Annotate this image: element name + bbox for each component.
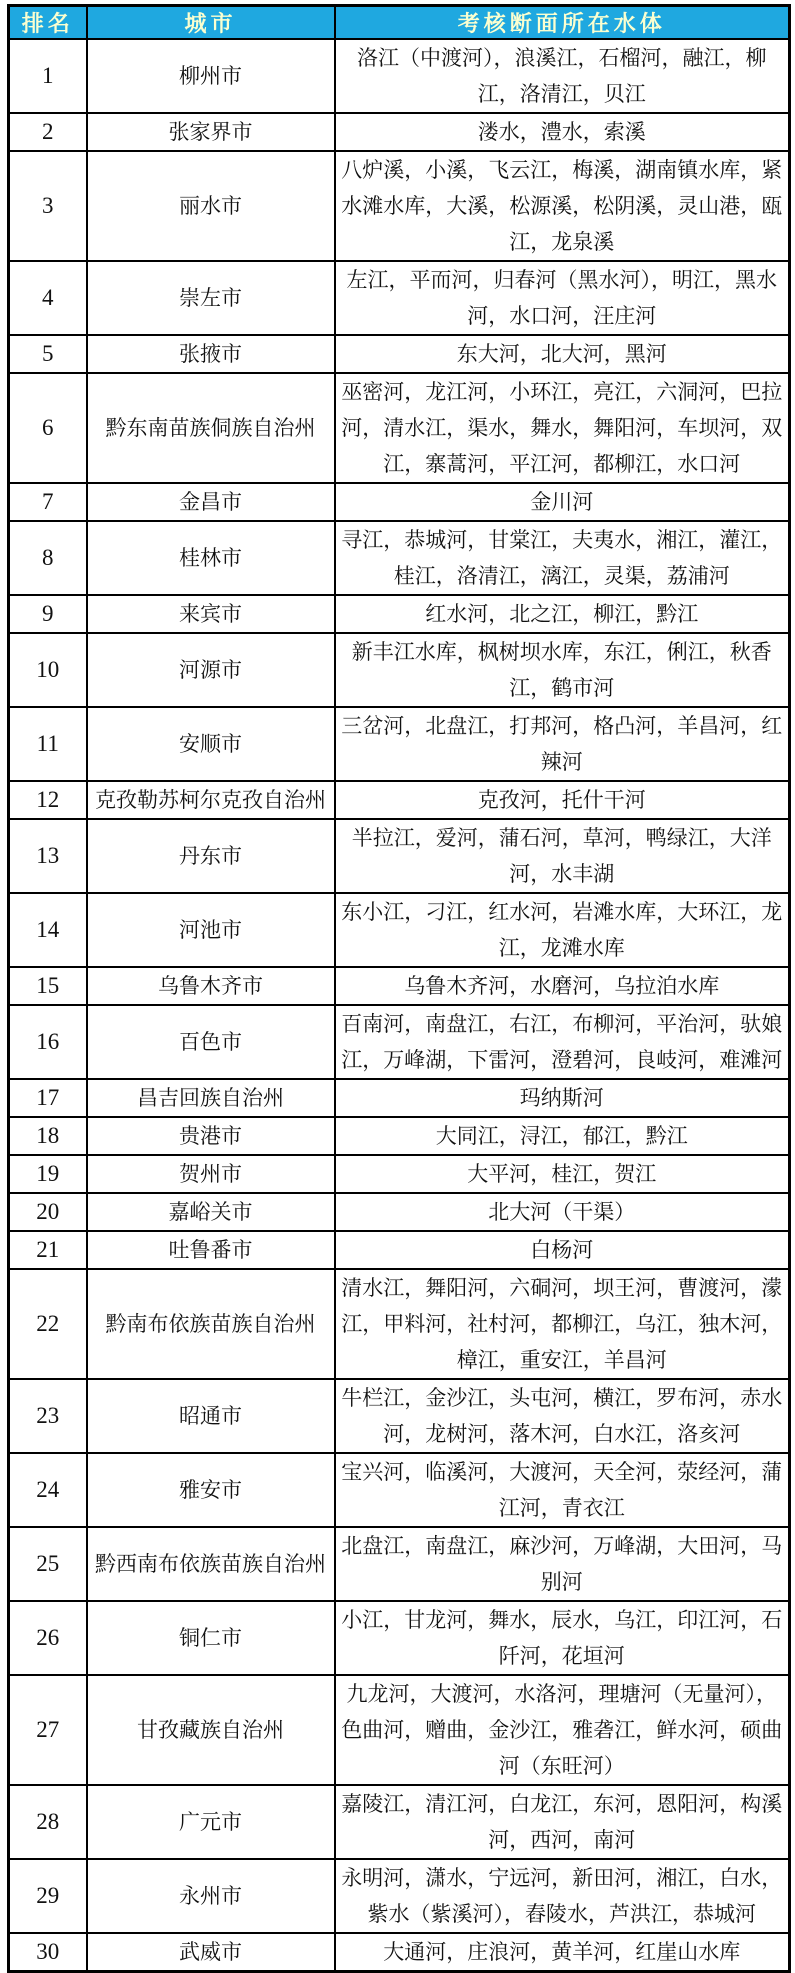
table-row xyxy=(9,633,790,707)
waters-cell: 宝兴河，临溪河，大渡河，天全河，荥经河，蒲江河，青衣江 xyxy=(335,1453,790,1527)
city-cell: 昭通市 xyxy=(87,1379,335,1453)
rank-cell: 29 xyxy=(9,1859,87,1933)
table-row xyxy=(9,1675,790,1785)
rank-cell: 27 xyxy=(9,1675,87,1785)
table-row xyxy=(9,151,790,261)
waters-cell: 大同江，浔江，郁江，黔江 xyxy=(335,1117,790,1155)
waters-cell: 东大河，北大河，黑河 xyxy=(335,335,790,373)
water-body-ranking-table xyxy=(7,4,791,1973)
rank-cell: 25 xyxy=(9,1527,87,1601)
waters-cell: 大平河，桂江，贺江 xyxy=(335,1155,790,1193)
table-row xyxy=(9,707,790,781)
city-cell: 丹东市 xyxy=(87,819,335,893)
waters-cell: 溇水，澧水，索溪 xyxy=(335,113,790,151)
header-city: 城市 xyxy=(87,6,335,40)
rank-cell: 2 xyxy=(9,113,87,151)
table-row xyxy=(9,1527,790,1601)
waters-cell: 寻江，恭城河，甘棠江，夫夷水，湘江，灌江，桂江，洛清江，漓江，灵渠，荔浦河 xyxy=(335,521,790,595)
rank-cell: 21 xyxy=(9,1231,87,1269)
table-row xyxy=(9,1079,790,1117)
city-cell: 克孜勒苏柯尔克孜自治州 xyxy=(87,781,335,819)
table-row xyxy=(9,1453,790,1527)
waters-cell: 半拉江，爱河，蒲石河，草河，鸭绿江，大洋河，水丰湖 xyxy=(335,819,790,893)
rank-cell: 9 xyxy=(9,595,87,633)
rank-cell: 6 xyxy=(9,373,87,483)
rank-cell: 8 xyxy=(9,521,87,595)
table-row xyxy=(9,335,790,373)
table-row xyxy=(9,893,790,967)
city-cell: 铜仁市 xyxy=(87,1601,335,1675)
city-cell: 黔西南布依族苗族自治州 xyxy=(87,1527,335,1601)
rank-cell: 17 xyxy=(9,1079,87,1117)
table-row xyxy=(9,113,790,151)
city-cell: 金昌市 xyxy=(87,483,335,521)
table-row xyxy=(9,261,790,335)
waters-cell: 清水江，舞阳河，六硐河，坝王河，曹渡河，濛江，甲料河，社村河，都柳江，乌江，独木河，樟江，重安江，羊昌河 xyxy=(335,1269,790,1379)
rank-cell: 14 xyxy=(9,893,87,967)
rank-cell: 22 xyxy=(9,1269,87,1379)
waters-cell: 百南河，南盘江，右江，布柳河，平治河，驮娘江，万峰湖，下雷河，澄碧河，良岐河，难滩河 xyxy=(335,1005,790,1079)
table-header-row xyxy=(9,6,790,40)
waters-cell: 小江，甘龙河，舞水，辰水，乌江，印江河，石阡河，花垣河 xyxy=(335,1601,790,1675)
table-row xyxy=(9,1379,790,1453)
rank-cell: 20 xyxy=(9,1193,87,1231)
city-cell: 嘉峪关市 xyxy=(87,1193,335,1231)
city-cell: 张掖市 xyxy=(87,335,335,373)
city-cell: 河池市 xyxy=(87,893,335,967)
waters-cell: 东小江，刁江，红水河，岩滩水库，大环江，龙江，龙滩水库 xyxy=(335,893,790,967)
city-cell: 来宾市 xyxy=(87,595,335,633)
city-cell: 百色市 xyxy=(87,1005,335,1079)
waters-cell: 洛江（中渡河），浪溪江，石榴河，融江，柳江，洛清江，贝江 xyxy=(335,39,790,113)
table-row xyxy=(9,39,790,113)
table-row xyxy=(9,967,790,1005)
table-row xyxy=(9,521,790,595)
waters-cell: 玛纳斯河 xyxy=(335,1079,790,1117)
rank-cell: 7 xyxy=(9,483,87,521)
rank-cell: 11 xyxy=(9,707,87,781)
table-row xyxy=(9,1231,790,1269)
waters-cell: 嘉陵江，清江河，白龙江，东河，恩阳河，构溪河，西河，南河 xyxy=(335,1785,790,1859)
waters-cell: 八炉溪，小溪，飞云江，梅溪，湖南镇水库，紧水滩水库，大溪，松源溪，松阴溪，灵山港，瓯江，龙泉溪 xyxy=(335,151,790,261)
city-cell: 安顺市 xyxy=(87,707,335,781)
waters-cell: 九龙河，大渡河，水洛河，理塘河（无量河），色曲河，赠曲，金沙江，雅砻江，鲜水河，硕曲河（东旺河） xyxy=(335,1675,790,1785)
city-cell: 黔南布依族苗族自治州 xyxy=(87,1269,335,1379)
waters-cell: 红水河，北之江，柳江，黔江 xyxy=(335,595,790,633)
rank-cell: 5 xyxy=(9,335,87,373)
rank-cell: 18 xyxy=(9,1117,87,1155)
city-cell: 张家界市 xyxy=(87,113,335,151)
rank-cell: 30 xyxy=(9,1933,87,1972)
waters-cell: 三岔河，北盘江，打邦河，格凸河，羊昌河，红辣河 xyxy=(335,707,790,781)
city-cell: 广元市 xyxy=(87,1785,335,1859)
header-rank: 排名 xyxy=(9,6,87,40)
city-cell: 昌吉回族自治州 xyxy=(87,1079,335,1117)
table-row xyxy=(9,1193,790,1231)
waters-cell: 白杨河 xyxy=(335,1231,790,1269)
city-cell: 河源市 xyxy=(87,633,335,707)
table-row xyxy=(9,1005,790,1079)
waters-cell: 牛栏江，金沙江，头屯河，横江，罗布河，赤水河，龙树河，落木河，白水江，洛亥河 xyxy=(335,1379,790,1453)
rank-cell: 26 xyxy=(9,1601,87,1675)
waters-cell: 北大河（干渠） xyxy=(335,1193,790,1231)
rank-cell: 16 xyxy=(9,1005,87,1079)
city-cell: 贵港市 xyxy=(87,1117,335,1155)
waters-cell: 左江，平而河，归春河（黑水河），明江，黑水河，水口河，汪庄河 xyxy=(335,261,790,335)
rank-cell: 28 xyxy=(9,1785,87,1859)
city-cell: 雅安市 xyxy=(87,1453,335,1527)
city-cell: 武威市 xyxy=(87,1933,335,1972)
table-body xyxy=(9,39,790,1972)
rank-cell: 12 xyxy=(9,781,87,819)
city-cell: 贺州市 xyxy=(87,1155,335,1193)
rank-cell: 10 xyxy=(9,633,87,707)
table-row xyxy=(9,1269,790,1379)
rank-cell: 4 xyxy=(9,261,87,335)
city-cell: 柳州市 xyxy=(87,39,335,113)
city-cell: 吐鲁番市 xyxy=(87,1231,335,1269)
city-cell: 桂林市 xyxy=(87,521,335,595)
table-row xyxy=(9,1117,790,1155)
city-cell: 丽水市 xyxy=(87,151,335,261)
city-cell: 崇左市 xyxy=(87,261,335,335)
table-row xyxy=(9,1601,790,1675)
city-cell: 永州市 xyxy=(87,1859,335,1933)
waters-cell: 克孜河，托什干河 xyxy=(335,781,790,819)
waters-cell: 金川河 xyxy=(335,483,790,521)
table-row xyxy=(9,1155,790,1193)
city-cell: 甘孜藏族自治州 xyxy=(87,1675,335,1785)
rank-cell: 13 xyxy=(9,819,87,893)
header-waters: 考核断面所在水体 xyxy=(335,6,790,40)
table-row xyxy=(9,1933,790,1972)
waters-cell: 大通河，庄浪河，黄羊河，红崖山水库 xyxy=(335,1933,790,1972)
waters-cell: 巫密河，龙江河，小环江，亮江，六洞河，巴拉河，清水江，渠水，舞水，舞阳河，车坝河，双江，寨蒿河，平江河，都柳江，水口河 xyxy=(335,373,790,483)
table-row xyxy=(9,595,790,633)
table-row xyxy=(9,1785,790,1859)
table-row xyxy=(9,819,790,893)
table-row xyxy=(9,781,790,819)
waters-cell: 新丰江水库，枫树坝水库，东江，俐江，秋香江，鹤市河 xyxy=(335,633,790,707)
rank-cell: 15 xyxy=(9,967,87,1005)
rank-cell: 1 xyxy=(9,39,87,113)
rank-cell: 24 xyxy=(9,1453,87,1527)
city-cell: 乌鲁木齐市 xyxy=(87,967,335,1005)
waters-cell: 北盘江，南盘江，麻沙河，万峰湖，大田河，马别河 xyxy=(335,1527,790,1601)
waters-cell: 永明河，潇水，宁远河，新田河，湘江，白水，紫水（紫溪河），舂陵水，芦洪江，恭城河 xyxy=(335,1859,790,1933)
table-row xyxy=(9,373,790,483)
rank-cell: 23 xyxy=(9,1379,87,1453)
waters-cell: 乌鲁木齐河，水磨河，乌拉泊水库 xyxy=(335,967,790,1005)
rank-cell: 19 xyxy=(9,1155,87,1193)
table-row xyxy=(9,1859,790,1933)
city-cell: 黔东南苗族侗族自治州 xyxy=(87,373,335,483)
table-row xyxy=(9,483,790,521)
rank-cell: 3 xyxy=(9,151,87,261)
